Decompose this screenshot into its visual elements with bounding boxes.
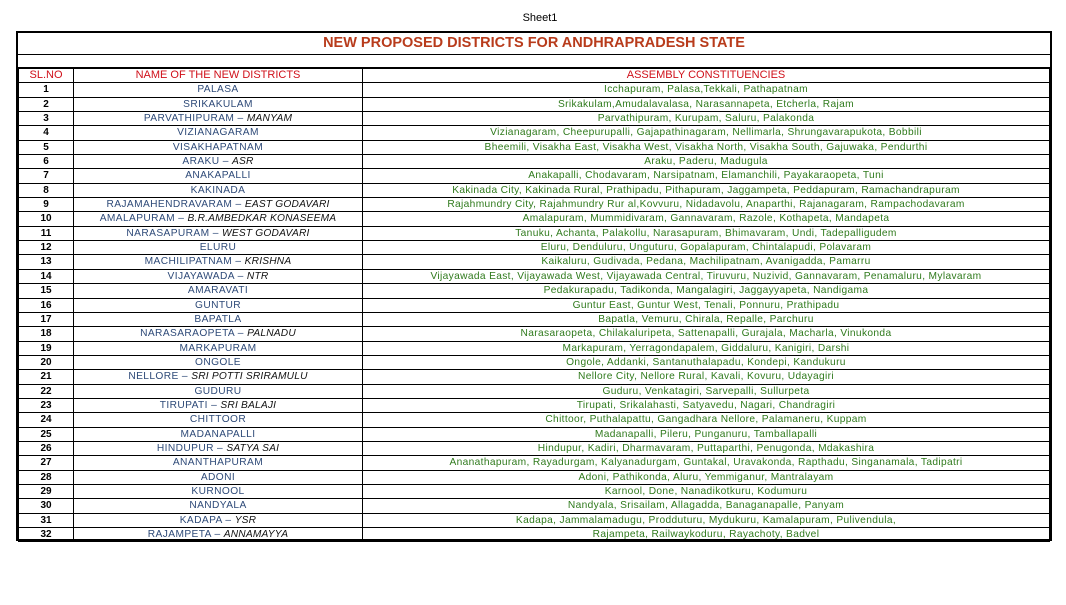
- district-name-cell: [74, 169, 363, 183]
- district-name: PARVATHIPURAM –: [143, 113, 244, 125]
- district-name-cell: [74, 284, 363, 298]
- constituencies-cell: Nellore City, Nellore Rural, Kavali, Kovuru, Udayagiri: [363, 370, 1050, 384]
- constituencies-cell: Tanuku, Achanta, Palakollu, Narasapuram, Bhimavaram, Undi, Tadepalligudem: [363, 226, 1050, 240]
- sl-no-cell: 13: [19, 255, 74, 269]
- table-row: [19, 97, 1050, 111]
- constituencies-cell: Araku, Paderu, Madugula: [363, 155, 1050, 169]
- constituencies-cell: Madanapalli, Pileru, Punganuru, Tamballapalli: [363, 427, 1050, 441]
- constituencies-cell: Vizianagaram, Cheepurupalli, Gajapathinagaram, Nellimarla, Shrungavarapukota, Bobbili: [363, 126, 1050, 140]
- sl-no-cell: 23: [19, 398, 74, 412]
- constituencies-cell: Anakapalli, Chodavaram, Narsipatnam, Elamanchili, Payakaraopeta, Tuni: [363, 169, 1050, 183]
- district-alt-name: ANNAMAYYA: [223, 529, 289, 540]
- district-alt-name: B.R.AMBEDKAR KONASEEMA: [187, 213, 337, 225]
- constituencies-cell: Pedakurapadu, Tadikonda, Mangalagiri, Jaggayyapeta, Nandigama: [363, 284, 1050, 298]
- district-name: GUDURU: [194, 385, 242, 397]
- sl-no-cell: 18: [19, 327, 74, 341]
- header-row: [19, 69, 1050, 83]
- table-row: [19, 83, 1050, 97]
- district-name-cell: [74, 470, 363, 484]
- district-alt-name: PALNADU: [247, 328, 296, 340]
- constituencies-cell: Bheemili, Visakha East, Visakha West, Visakha North, Visakha South, Gajuwaka, Pendurthi: [363, 140, 1050, 154]
- district-name-cell: [74, 413, 363, 427]
- constituencies-cell: Ongole, Addanki, Santanuthalapadu, Kondepi, Kandukuru: [363, 355, 1050, 369]
- table-row: [19, 384, 1050, 398]
- table-row: [19, 198, 1050, 212]
- district-name-cell: [74, 484, 363, 498]
- sl-no-cell: 11: [19, 226, 74, 240]
- table-row: [19, 341, 1050, 355]
- district-name: BAPATLA: [194, 313, 242, 325]
- table-row: [19, 470, 1050, 484]
- district-name: RAJAMAHENDRAVARAM –: [106, 199, 242, 211]
- constituencies-cell: Tirupati, Srikalahasti, Satyavedu, Nagari, Chandragiri: [363, 398, 1050, 412]
- district-name: RAJAMPETA –: [147, 529, 221, 540]
- constituencies-cell: Adoni, Pathikonda, Aluru, Yemmiganur, Mantralayam: [363, 470, 1050, 484]
- sl-no-cell: 12: [19, 241, 74, 255]
- district-name: GUNTUR: [195, 299, 241, 311]
- constituencies-cell: Kakinada City, Kakinada Rural, Prathipadu, Pithapuram, Jaggampeta, Peddapuram, Ramachandrapuram: [363, 183, 1050, 197]
- table-row: [19, 499, 1050, 513]
- district-alt-name: WEST GODAVARI: [222, 227, 310, 239]
- district-name: NARASAPURAM –: [126, 227, 219, 239]
- table-row: [19, 427, 1050, 441]
- district-name-cell: [74, 298, 363, 312]
- table-row: [19, 398, 1050, 412]
- constituencies-cell: Ananathapuram, Rayadurgam, Kalyanadurgam, Guntakal, Uravakonda, Rapthadu, Singanamala, Tadipatri: [363, 456, 1050, 470]
- spacer-row: [18, 55, 1050, 68]
- district-name: ADONI: [200, 471, 236, 483]
- table-row: [19, 298, 1050, 312]
- district-name: ARAKU –: [182, 156, 229, 168]
- constituencies-cell: Srikakulam,Amudalavalasa, Narasannapeta, Etcherla, Rajam: [363, 97, 1050, 111]
- constituencies-cell: Bapatla, Vemuru, Chirala, Repalle, Parchuru: [363, 312, 1050, 326]
- table-row: [19, 370, 1050, 384]
- sl-no-cell: 22: [19, 384, 74, 398]
- sl-no-cell: 4: [19, 126, 74, 140]
- sl-no-cell: 3: [19, 112, 74, 126]
- district-name-cell: [74, 513, 363, 527]
- district-alt-name: SRI BALAJI: [220, 399, 277, 411]
- table-row: [19, 155, 1050, 169]
- district-name: SRIKAKULAM: [183, 98, 253, 110]
- district-name-cell: [74, 427, 363, 441]
- sl-no-cell: 9: [19, 198, 74, 212]
- table-row: [19, 355, 1050, 369]
- table-row: [19, 312, 1050, 326]
- sl-no-cell: 1: [19, 83, 74, 97]
- sl-no-cell: 29: [19, 484, 74, 498]
- constituencies-cell: Guntur East, Guntur West, Tenali, Ponnuru, Prathipadu: [363, 298, 1050, 312]
- table-row: [19, 513, 1050, 527]
- sl-no-cell: 25: [19, 427, 74, 441]
- district-name-cell: [74, 441, 363, 455]
- district-name-cell: [74, 269, 363, 283]
- district-name-cell: [74, 155, 363, 169]
- constituencies-cell: Markapuram, Yerragondapalem, Giddaluru, Kanigiri, Darshi: [363, 341, 1050, 355]
- sl-no-cell: 30: [19, 499, 74, 513]
- sl-no-cell: 6: [19, 155, 74, 169]
- constituencies-cell: Kadapa, Jammalamadugu, Prodduturu, Mydukuru, Kamalapuram, Pulivendula,: [363, 513, 1050, 527]
- constituencies-cell: Amalapuram, Mummidivaram, Gannavaram, Razole, Kothapeta, Mandapeta: [363, 212, 1050, 226]
- district-name-cell: [74, 312, 363, 326]
- district-name: MARKAPURAM: [179, 342, 257, 354]
- sl-no-cell: 15: [19, 284, 74, 298]
- table-row: [19, 269, 1050, 283]
- sl-no-cell: 2: [19, 97, 74, 111]
- constituencies-cell: Parvathipuram, Kurupam, Saluru, Palakonda: [363, 112, 1050, 126]
- constituencies-cell: Icchapuram, Palasa,Tekkali, Pathapatnam: [363, 83, 1050, 97]
- district-name-cell: [74, 226, 363, 240]
- district-alt-name: SRI POTTI SRIRAMULU: [191, 371, 308, 383]
- header-sl-no: SL.NO: [19, 69, 74, 83]
- page-title: NEW PROPOSED DISTRICTS FOR ANDHRAPRADESH STATE: [18, 33, 1050, 55]
- constituencies-cell: Hindupur, Kadiri, Dharmavaram, Puttaparthi, Penugonda, Mdakashira: [363, 441, 1050, 455]
- constituencies-cell: Guduru, Venkatagiri, Sarvepalli, Sullurpeta: [363, 384, 1050, 398]
- district-alt-name: NTR: [246, 270, 269, 282]
- district-name-cell: [74, 499, 363, 513]
- table-row: [19, 169, 1050, 183]
- district-name: KURNOOL: [191, 485, 245, 497]
- sl-no-cell: 17: [19, 312, 74, 326]
- table-row: [19, 241, 1050, 255]
- district-name: AMARAVATI: [187, 285, 249, 297]
- district-name-cell: [74, 528, 363, 542]
- sl-no-cell: 10: [19, 212, 74, 226]
- sl-no-cell: 32: [19, 528, 74, 542]
- district-alt-name: KRISHNA: [244, 256, 292, 268]
- sl-no-cell: 27: [19, 456, 74, 470]
- table-row: [19, 126, 1050, 140]
- sl-no-cell: 7: [19, 169, 74, 183]
- table-row: [19, 212, 1050, 226]
- sl-no-cell: 8: [19, 183, 74, 197]
- district-name-cell: [74, 212, 363, 226]
- constituencies-cell: Kaikaluru, Gudivada, Pedana, Machilipatnam, Avanigadda, Pamarru: [363, 255, 1050, 269]
- header-constituencies: ASSEMBLY CONSTITUENCIES: [363, 69, 1050, 83]
- table-row: [19, 112, 1050, 126]
- table-row: [19, 484, 1050, 498]
- constituencies-cell: Narasaraopeta, Chilakaluripeta, Sattenapalli, Gurajala, Macharla, Vinukonda: [363, 327, 1050, 341]
- table-row: [19, 441, 1050, 455]
- table-row: [19, 456, 1050, 470]
- district-name: MACHILIPATNAM –: [144, 256, 242, 268]
- district-name-cell: [74, 83, 363, 97]
- district-name: HINDUPUR –: [156, 442, 224, 454]
- district-name: NARASARAOPETA –: [140, 328, 244, 340]
- constituencies-cell: Rajampeta, Railwaykoduru, Rayachoty, Badvel: [363, 528, 1050, 542]
- district-name-cell: [74, 198, 363, 212]
- district-name: ANANTHAPURAM: [172, 457, 264, 469]
- district-name: NELLORE –: [128, 371, 188, 383]
- district-name: AMALAPURAM –: [99, 213, 185, 225]
- district-alt-name: SATYA SAI: [226, 442, 280, 454]
- district-name: KAKINADA: [190, 184, 246, 196]
- district-name-cell: [74, 241, 363, 255]
- sl-no-cell: 31: [19, 513, 74, 527]
- districts-table: [18, 68, 1050, 542]
- district-name: TIRUPATI –: [159, 399, 218, 411]
- table-row: [19, 413, 1050, 427]
- district-name: ELURU: [199, 242, 237, 254]
- constituencies-cell: Chittoor, Puthalapattu, Gangadhara Nellore, Palamaneru, Kuppam: [363, 413, 1050, 427]
- district-name-cell: [74, 341, 363, 355]
- table-body: [19, 83, 1050, 542]
- district-alt-name: EAST GODAVARI: [244, 199, 330, 211]
- sl-no-cell: 14: [19, 269, 74, 283]
- sl-no-cell: 28: [19, 470, 74, 484]
- district-name: KADAPA –: [179, 514, 232, 526]
- district-name: VIZIANAGARAM: [177, 127, 259, 139]
- district-alt-name: MANYAM: [246, 113, 293, 125]
- district-name: PALASA: [197, 84, 239, 96]
- district-name-cell: [74, 183, 363, 197]
- constituencies-cell: Nandyala, Srisailam, Allagadda, Banaganapalle, Panyam: [363, 499, 1050, 513]
- table-row: [19, 255, 1050, 269]
- header-district-name: NAME OF THE NEW DISTRICTS: [74, 69, 363, 83]
- district-name-cell: [74, 327, 363, 341]
- district-name: ANAKAPALLI: [185, 170, 251, 182]
- district-name: VIJAYAWADA –: [167, 270, 244, 282]
- district-name-cell: [74, 140, 363, 154]
- district-name-cell: [74, 355, 363, 369]
- district-name-cell: [74, 370, 363, 384]
- constituencies-cell: Eluru, Denduluru, Unguturu, Gopalapuram, Chintalapudi, Polavaram: [363, 241, 1050, 255]
- district-name: CHITTOOR: [189, 414, 247, 426]
- district-name-cell: [74, 384, 363, 398]
- district-name-cell: [74, 456, 363, 470]
- constituencies-cell: Karnool, Done, Nanadikotkuru, Kodumuru: [363, 484, 1050, 498]
- district-name-cell: [74, 97, 363, 111]
- district-alt-name: ASR: [232, 156, 254, 168]
- constituencies-cell: Rajahmundry City, Rajahmundry Rur al,Kovvuru, Nidadavolu, Anaparthi, Rajanagaram, Rampachodavaram: [363, 198, 1050, 212]
- table-row: [19, 327, 1050, 341]
- district-name: ONGOLE: [195, 356, 241, 368]
- sl-no-cell: 24: [19, 413, 74, 427]
- sheet-label: Sheet1: [522, 12, 558, 24]
- district-name-cell: [74, 255, 363, 269]
- district-name-cell: [74, 126, 363, 140]
- sl-no-cell: 20: [19, 355, 74, 369]
- sl-no-cell: 16: [19, 298, 74, 312]
- sl-no-cell: 21: [19, 370, 74, 384]
- sl-no-cell: 19: [19, 341, 74, 355]
- district-name: NANDYALA: [189, 500, 247, 512]
- sl-no-cell: 26: [19, 441, 74, 455]
- district-alt-name: YSR: [234, 514, 257, 526]
- district-name: VISAKHAPATNAM: [172, 141, 264, 153]
- districts-sheet: [16, 31, 1052, 541]
- district-name-cell: [74, 398, 363, 412]
- district-name: MADANAPALLI: [180, 428, 256, 440]
- table-row: [19, 528, 1050, 542]
- table-row: [19, 284, 1050, 298]
- district-name-cell: [74, 112, 363, 126]
- sl-no-cell: 5: [19, 140, 74, 154]
- constituencies-cell: Vijayawada East, Vijayawada West, Vijayawada Central, Tiruvuru, Nuzivid, Gannavaram, Penamaluru, Mylavaram: [363, 269, 1050, 283]
- table-row: [19, 140, 1050, 154]
- table-row: [19, 183, 1050, 197]
- table-row: [19, 226, 1050, 240]
